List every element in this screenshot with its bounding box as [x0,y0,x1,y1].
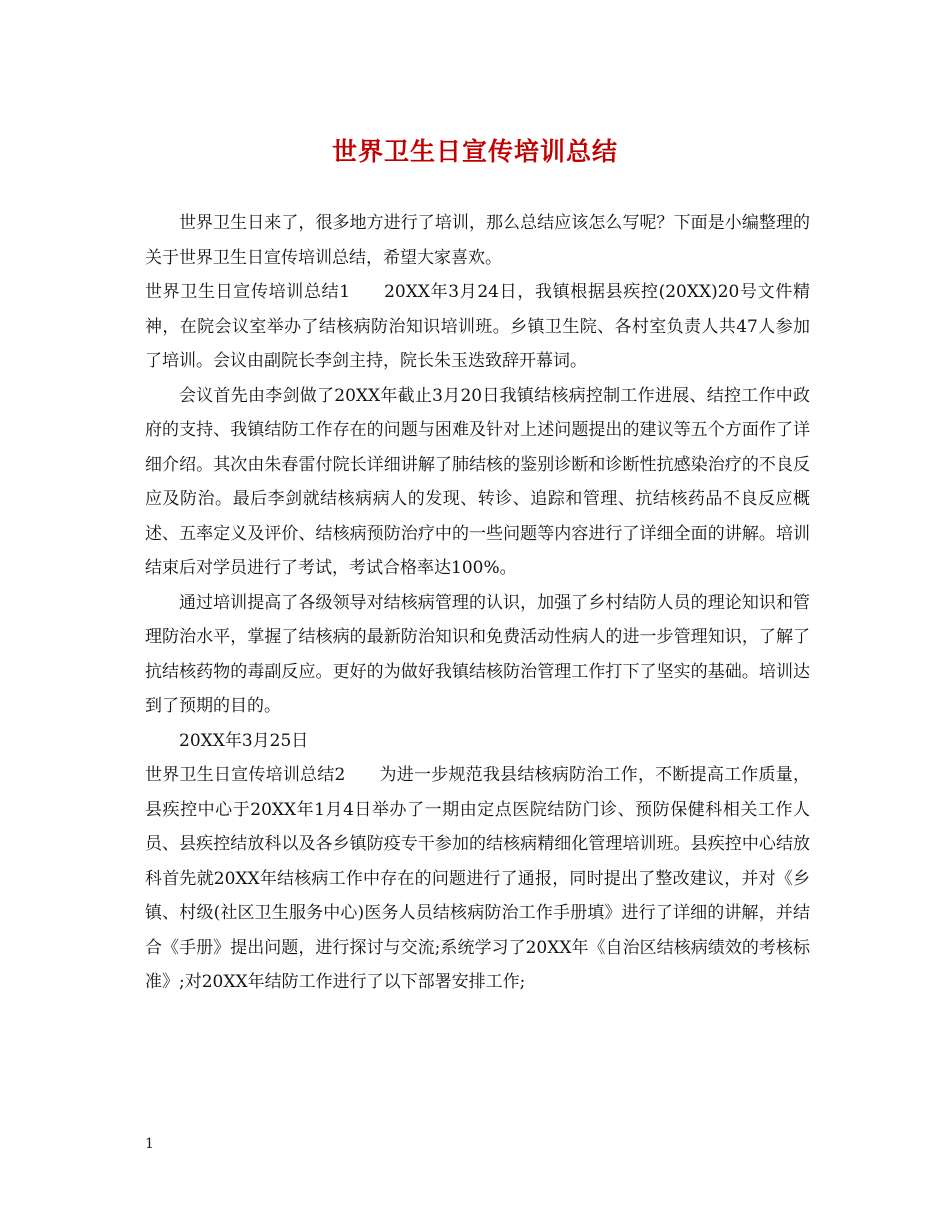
section-1-label: 世界卫生日宣传培训总结1 [145,282,351,302]
page-number: 1 [145,1136,154,1152]
section-2-paragraph [145,758,810,1000]
document-title: 世界卫生日宣传培训总结 [331,137,618,166]
section-1-paragraph [145,275,810,379]
section-2-label: 世界卫生日宣传培训总结2 [145,765,346,785]
section-1-text: 20XX年3月24日，我镇根据县疾控(20XX)20号文件精神，在院会议室举办了结核病防治知识培训班。乡镇卫生院、各村室负责人共47人参加了培训。会议由副院长李剑主持，院长朱玉迭致辞开幕词。 [145,282,810,371]
date-line: 20XX年3月25日 [179,730,309,751]
document-body [145,206,810,1000]
meeting-paragraph: 会议首先由李剑做了20XX年截止3月20日我镇结核病控制工作进展、结控工作中政府的支持、我镇结防工作存在的问题与困难及针对上述问题提出的建议等五个方面作了详细介绍。其次由朱春雷付院长详细讲解了肺结核的鉴别诊断和诊断性抗感染治疗的不良反应及防治。最后李剑就结核病病人的发现、转诊、追踪和管理、抗结核药品不良反应概述、五率定义及评价、结核病预防治疗中的一些问题等内容进行了详细全面的讲解。培训结束后对学员进行了考试，考试合格率达100%。 [145,385,810,578]
section-2-text: 为进一步规范我县结核病防治工作，不断提高工作质量，县疾控中心于20XX年1月4日举办了一期由定点医院结防门诊、预防保健科相关工作人员、县疾控结放科以及各乡镇防疫专干参加的结核病精细化管理培训班。县疾控中心结放科首先就20XX年结核病工作中存在的问题进行了通报，同时提出了整改建议，并对《乡镇、村级(社区卫生服务中心)医务人员结核病防治工作手册填》进行了详细的讲解，并结合《手册》提出问题，进行探讨与交流;系统学习了20XX年《自治区结核病绩效的考核标准》;对20XX年结防工作进行了以下部署安排工作; [145,765,810,992]
intro-paragraph: 世界卫生日来了，很多地方进行了培训，那么总结应该怎么写呢？下面是小编整理的关于世界卫生日宣传培训总结，希望大家喜欢。 [145,213,810,268]
outcome-paragraph: 通过培训提高了各级领导对结核病管理的认识，加强了乡村结防人员的理论知识和管理防治水平，掌握了结核病的最新防治知识和免费活动性病人的进一步管理知识，了解了抗结核药物的毒副反应。更好的为做好我镇结核防治管理工作打下了坚实的基础。培训达到了预期的目的。 [145,592,810,716]
